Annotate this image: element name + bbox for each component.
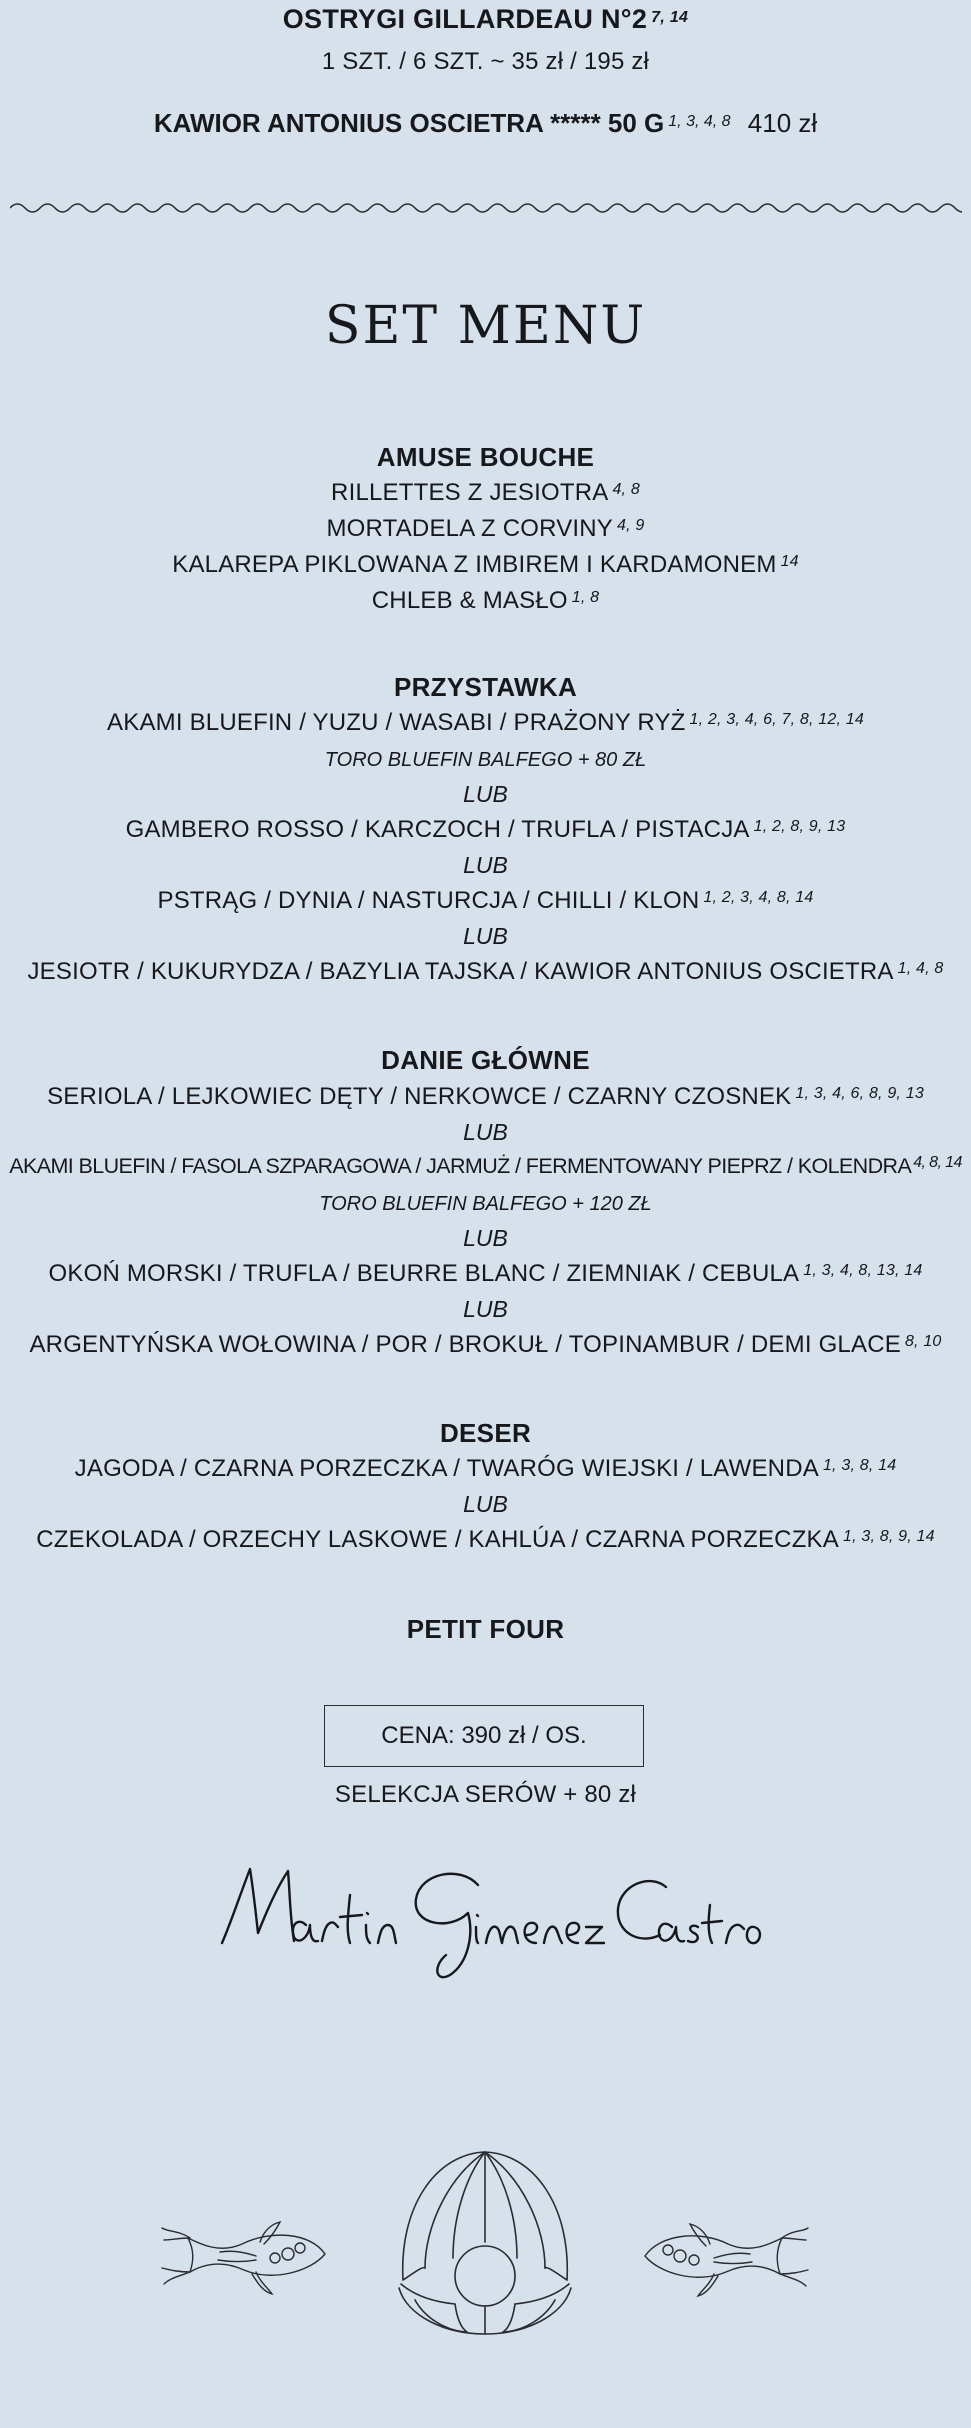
starter-item: AKAMI BLUEFIN / YUZU / WASABI / PRAŻONY RYŻ $^{1, 2, 3, 4, 6, 7, 8, 12, 14}$ (107, 709, 864, 736)
starter-heading: PRZYSTAWKA (393, 672, 578, 702)
starter-toro-supplement: TORO BLUEFIN BALFEGO + 80 ZŁ (324, 749, 647, 771)
lub-separator: LUB (463, 1225, 508, 1251)
caviar-price: 410 zł (747, 108, 818, 138)
main-toro-supplement: TORO BLUEFIN BALFEGO + 120 ZŁ (319, 1193, 652, 1215)
lub-separator: LUB (463, 781, 508, 807)
main-item: OKOŃ MORSKI / TRUFLA / BEURRE BLANC / ZIEMNIAK / CEBULA $^{1, 3, 4, 8, 13, 14}$ (48, 1260, 923, 1287)
dessert-item: CZEKOLADA / ORZECHY LASKOWE / KAHLÚA / CZARNA PORZECZKA $^{1, 3, 8, 9, 14}$ (36, 1526, 935, 1553)
cheese-supplement: SELEKCJA SERÓW + 80 zł (334, 1781, 637, 1808)
amuse-item: MORTADELA Z CORVINY $^{4, 9}$ (326, 515, 645, 542)
oysters-name: OSTRYGI GILLARDEAU N°2 (282, 4, 648, 34)
amuse-item: RILLETTES Z JESIOTRA $^{4, 8}$ (331, 479, 640, 506)
price-label: CENA: 390 zł / OS. (381, 1722, 587, 1749)
starter-item: GAMBERO ROSSO / KARCZOCH / TRUFLA / PISTACJA $^{1, 2, 8, 9, 13}$ (125, 816, 846, 843)
caviar-line (0, 108, 971, 139)
wave-divider-icon (10, 196, 962, 220)
petit-four-heading: PETIT FOUR (406, 1614, 565, 1644)
lub-separator: LUB (463, 852, 508, 878)
set-menu-title: SET MENU (324, 296, 647, 356)
chef-signature (210, 1855, 770, 1985)
starter-item: PSTRĄG / DYNIA / NASTURCJA / CHILLI / KLON $^{1, 2, 3, 4, 8, 14}$ (157, 887, 814, 914)
main-item: AKAMI BLUEFIN / FASOLA SZPARAGOWA / JARMUŻ / FERMENTOWANY PIEPRZ / KOLENDRA $^{4, 8, 14}$ (9, 1154, 962, 1178)
oysters-price: 1 SZT. / 6 SZT. ~ 35 zł / 195 zł (321, 48, 650, 75)
caviar-allergens: 1, 3, 4, 8 (668, 113, 731, 130)
oysters-allergens: 7, 14 (651, 9, 689, 26)
main-heading: DANIE GŁÓWNE (381, 1045, 590, 1075)
main-item: ARGENTYŃSKA WOŁOWINA / POR / BROKUŁ / TOPINAMBUR / DEMI GLACE $^{8, 10}$ (29, 1331, 942, 1358)
lub-separator: LUB (463, 1296, 508, 1322)
lub-separator: LUB (463, 923, 508, 949)
amuse-item: KALAREPA PIKLOWANA Z IMBIREM I KARDAMONEM $^{14}$ (172, 551, 799, 578)
dessert-item: JAGODA / CZARNA PORZECZKA / TWARÓG WIEJSKI / LAWENDA $^{1, 3, 8, 14}$ (74, 1455, 897, 1482)
lub-separator: LUB (463, 1491, 508, 1517)
oysters-line (0, 4, 971, 35)
amuse-heading: AMUSE BOUCHE (376, 442, 595, 472)
caviar-name: KAWIOR ANTONIUS OSCIETRA ***** 50 G (153, 108, 665, 138)
shell-pearl-icon (395, 2148, 575, 2338)
dessert-heading: DESER (439, 1418, 532, 1448)
starter-item: JESIOTR / KUKURYDZA / BAZYLIA TAJSKA / KAWIOR ANTONIUS OSCIETRA $^{1, 4, 8}$ (27, 958, 944, 985)
price-box (324, 1705, 644, 1767)
fish-left-icon (160, 2210, 330, 2300)
main-item: SERIOLA / LEJKOWIEC DĘTY / NERKOWCE / CZARNY CZOSNEK $^{1, 3, 4, 6, 8, 9, 13}$ (47, 1083, 924, 1110)
fish-right-icon (640, 2210, 810, 2300)
amuse-item: CHLEB & MASŁO $^{1, 8}$ (371, 587, 600, 614)
lub-separator: LUB (463, 1119, 508, 1145)
